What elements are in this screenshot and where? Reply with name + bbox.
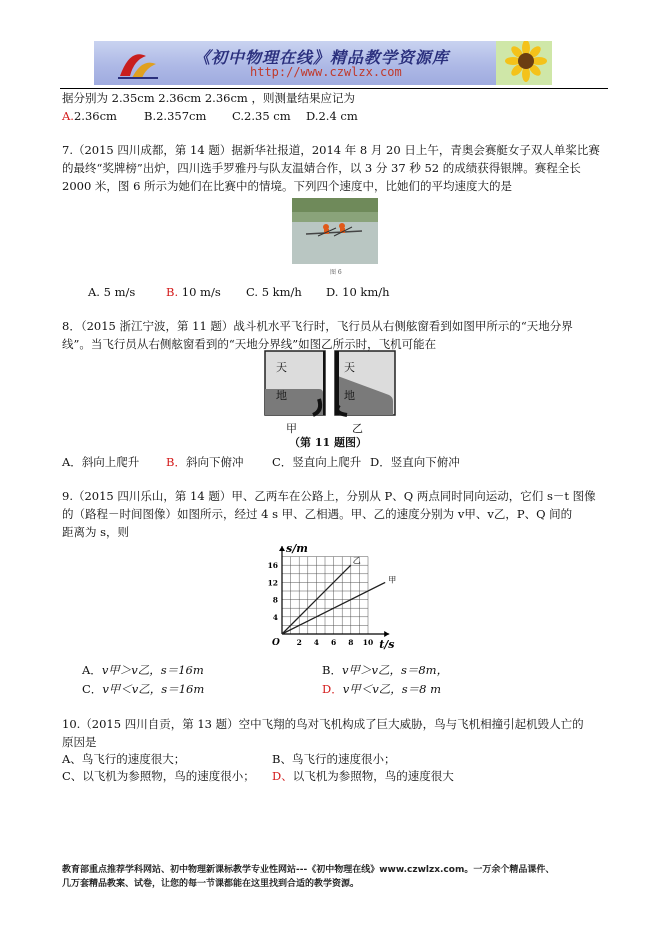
- banner-url[interactable]: http://www.czwlzx.com: [250, 65, 402, 79]
- option-text: 鸟飞行的速度很大；: [81, 752, 186, 766]
- x-axis-arrow-icon: [384, 631, 389, 637]
- q6-option-a: [62, 108, 117, 125]
- option-letter: A．: [82, 663, 102, 677]
- option-text: v甲＜v乙，s＝8 m: [342, 682, 442, 696]
- option-text: v甲＞v乙，s＝16m: [101, 663, 204, 677]
- y-axis-label: s/m: [286, 542, 308, 555]
- fig8-label-left: 甲: [286, 422, 297, 435]
- option-text: 竖直向下俯冲: [390, 455, 460, 469]
- option-letter: A.: [88, 285, 100, 299]
- q10-line-2: 原因是: [62, 735, 97, 749]
- q7-line-2: 的最终“奖牌榜”出炉，四川选手罗雅丹与队友温婧合作，以 3 分 37 秒 52 的成绩获得银牌。赛程全长: [62, 161, 581, 175]
- option-text: 2.4 cm: [318, 109, 358, 123]
- option-letter: C．: [82, 682, 103, 696]
- option-letter: B．: [322, 663, 342, 677]
- option-text: 2.357cm: [156, 109, 207, 123]
- fig8-caption: （第 11 题图）: [289, 436, 367, 449]
- x-tick-label: 2: [296, 638, 302, 647]
- fig8-ground-right: 地: [344, 389, 355, 402]
- site-logo-icon: [116, 46, 160, 82]
- q9-option-b: [322, 662, 448, 679]
- option-text: 2.36cm: [73, 109, 117, 123]
- sunflower-icon: [496, 41, 552, 85]
- q9-line-1: 9.（2015 四川乐山，第 14 题）甲、乙两车在公路上，分别从 P、Q 两点同时同向运动，它们 s－t 图像: [62, 489, 596, 503]
- x-tick-label: 10: [362, 638, 374, 647]
- option-letter: C.: [246, 285, 259, 299]
- option-text: 以飞机为参照物，鸟的速度很小；: [82, 769, 255, 783]
- st-graph: [256, 542, 396, 654]
- fig8-sky-left: 天: [276, 361, 287, 374]
- x-tick-label: 4: [313, 638, 320, 647]
- q7-option-a: [88, 284, 135, 301]
- q10-option-b: [272, 751, 395, 768]
- y-tick-label: 4: [272, 612, 278, 622]
- option-letter: D.: [326, 285, 339, 299]
- y-tick-label: 12: [267, 578, 278, 588]
- q9-line-3: 距离为 s，则: [62, 525, 130, 539]
- figure-6-caption: 图 6: [330, 269, 342, 276]
- q6-option-b: [144, 108, 206, 125]
- q8-option-c: [272, 454, 361, 471]
- q6-option-c: [232, 108, 291, 125]
- q9-option-a: [82, 662, 204, 679]
- option-letter: B、: [272, 752, 292, 766]
- option-letter: D.: [306, 109, 319, 123]
- option-letter: A．: [62, 455, 82, 469]
- q8-line-1: 8．（2015 浙江宁波，第 11 题）战斗机水平飞行时，飞行员从右侧舷窗看到如图甲所示的“天地分界: [62, 319, 573, 333]
- q7-option-d: [326, 284, 390, 301]
- x-tick-label: 8: [348, 638, 354, 647]
- q10-option-c: [62, 768, 255, 785]
- q6-tail-text: 据分别为 2.35cm 2.36cm 2.36cm ，则测量结果应记为: [62, 91, 355, 105]
- footer-line-1: 教育部重点推荐学科网站、初中物理新课标教学专业性网站---《初中物理在线》www.czwlzx.com。一万余个精品课件、: [62, 865, 555, 875]
- option-letter: B.: [166, 285, 179, 299]
- fig8-ground-left: 地: [276, 389, 287, 402]
- option-letter: D．: [370, 455, 391, 469]
- fig8-sky-right: 天: [344, 361, 355, 374]
- y-tick-label: 8: [272, 595, 278, 605]
- header-banner: [94, 41, 552, 85]
- page-footer: [62, 863, 554, 891]
- option-text: 10 km/h: [342, 285, 390, 299]
- option-text: 鸟飞行的速度很小；: [291, 752, 396, 766]
- option-letter: D．: [322, 682, 343, 696]
- option-letter: B.: [144, 109, 157, 123]
- option-letter: A、: [62, 752, 82, 766]
- rowing-photo: [292, 198, 378, 264]
- series-label: 甲: [388, 575, 396, 585]
- banner-title: 《初中物理在线》精品教学资源库: [194, 48, 450, 67]
- q10-option-d: [272, 768, 454, 785]
- option-text: 斜向上爬升: [81, 455, 140, 469]
- q7-line-1: 7.（2015 四川成都，第 14 题）据新华社报道，2014 年 8 月 20 日上午，青奥会赛艇女子双人单桨比赛: [62, 143, 600, 157]
- q8-line-2: 线”。当飞行员从右侧舷窗看到的“天地分界线”如图乙所示时，飞机可能在: [62, 337, 437, 351]
- option-text: 10 m/s: [181, 285, 221, 299]
- q9-line-2: 的（路程－时间图像）如图所示，经过 4 s 甲、乙相遇。甲、乙的速度分别为 v甲、v乙，P、Q 间的: [62, 507, 573, 521]
- option-text: v甲＜v乙，s＝16m: [102, 682, 205, 696]
- option-text: 5 m/s: [103, 285, 136, 299]
- x-tick-label: 6: [330, 638, 337, 647]
- option-letter: C、: [62, 769, 83, 783]
- option-text: 2.35 cm: [244, 109, 291, 123]
- q7-option-c: [246, 284, 302, 301]
- y-axis-arrow-icon: [279, 546, 285, 551]
- option-text: v甲＞v乙，s＝8m，: [341, 663, 449, 677]
- option-letter: C．: [272, 455, 293, 469]
- option-text: 5 km/h: [261, 285, 302, 299]
- q9-option-d: [322, 681, 441, 698]
- q8-option-d: [370, 454, 460, 471]
- q9-option-c: [82, 681, 204, 698]
- series-label: 乙: [352, 556, 361, 566]
- y-tick-label: 16: [267, 561, 278, 571]
- q6-option-d: [306, 108, 358, 125]
- q8-option-a: [62, 454, 139, 471]
- option-text: 竖直向上爬升: [292, 455, 362, 469]
- header-rule: [60, 88, 608, 89]
- q7-option-b: [166, 284, 221, 301]
- option-letter: B．: [166, 455, 186, 469]
- footer-line-2: 几万套精品教案、试卷，让您的每一节课都能在这里找到合适的教学资源。: [62, 879, 360, 889]
- option-letter: D、: [272, 769, 293, 783]
- option-letter: A.: [62, 109, 74, 123]
- option-letter: C.: [232, 109, 245, 123]
- fig8-label-right: 乙: [352, 422, 363, 435]
- q7-line-3: 2000 米，图 6 所示为她们在比赛中的情境。下列四个速度中，比她们的平均速度大的是: [62, 179, 513, 193]
- x-axis-label: t/s: [379, 638, 395, 651]
- q10-option-a: [62, 751, 185, 768]
- option-text: 斜向下俯冲: [185, 455, 244, 469]
- q8-option-b: [166, 454, 243, 471]
- origin-label: O: [272, 638, 280, 648]
- option-text: 以飞机为参照物，鸟的速度很大: [292, 769, 454, 783]
- q10-line-1: 10.（2015 四川自贡，第 13 题）空中飞翔的鸟对飞机构成了巨大威胁，鸟与飞机相撞引起机毁人亡的: [62, 717, 584, 731]
